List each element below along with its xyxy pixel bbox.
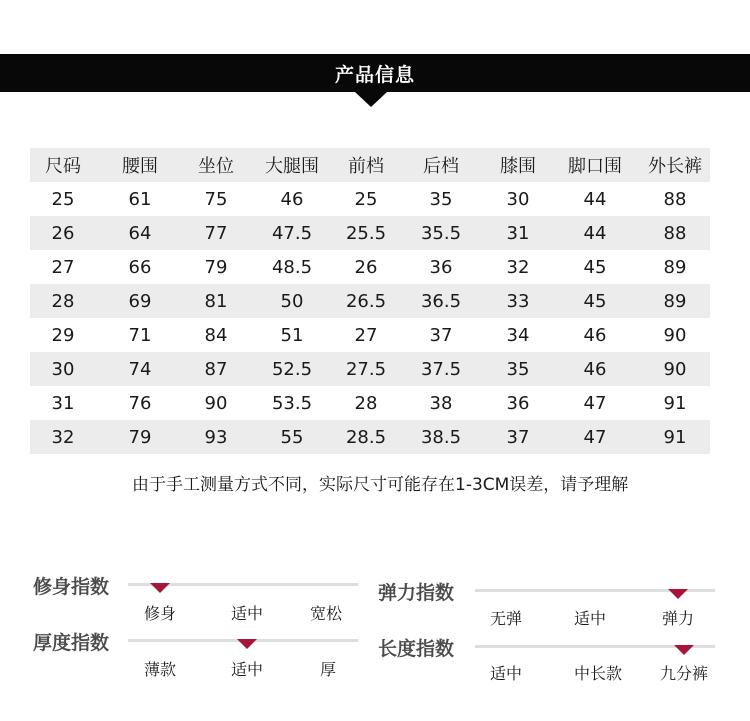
table-cell: 69 [128,290,152,312]
measurement-note: 由于手工测量方式不同，实际尺寸可能存在1-3CM误差，请予理解 [132,475,629,495]
table-row [30,250,710,284]
column-header: 尺码 [45,156,81,177]
column-header: 外长裤 [648,156,702,177]
table-cell: 26.5 [345,290,387,312]
indicator-marker [150,583,170,593]
table-cell: 79 [204,256,228,278]
table-cell: 47 [583,392,607,414]
column-header: 脚口围 [568,156,622,177]
table-cell: 47 [583,426,607,448]
indicator-marker [668,589,688,599]
table-cell: 79 [128,426,152,448]
indicator-title: 修身指数 [33,576,110,598]
column-header: 后档 [423,156,459,177]
table-cell: 74 [128,358,152,380]
table-cell: 37 [506,426,530,448]
table-cell: 27 [51,256,75,278]
table-cell: 25 [354,188,378,210]
indicator-option-label: 无弹 [489,609,523,628]
table-cell: 25 [51,188,75,210]
size-table [30,148,710,454]
indicator-option-label: 厚 [319,660,337,679]
table-cell: 35.5 [420,222,462,244]
table-cell: 64 [128,222,152,244]
table-cell: 28.5 [345,426,387,448]
table-cell: 46 [280,188,304,210]
table-cell: 30 [506,188,530,210]
column-header: 坐位 [198,156,234,177]
table-cell: 26 [51,222,75,244]
table-cell: 38 [429,392,453,414]
table-cell: 37.5 [420,358,462,380]
table-cell: 25.5 [345,222,387,244]
table-row [30,284,710,318]
table-cell: 90 [663,358,687,380]
indicator-option-label: 弹力 [661,609,695,628]
table-cell: 28 [354,392,378,414]
table-cell: 46 [583,358,607,380]
column-header: 腰围 [122,156,158,177]
table-cell: 36 [506,392,530,414]
table-cell: 66 [128,256,152,278]
table-cell: 44 [583,188,607,210]
table-cell: 90 [663,324,687,346]
table-cell: 46 [583,324,607,346]
indicator-option-label: 适中 [489,664,523,683]
table-cell: 35 [429,188,453,210]
column-header: 前档 [348,156,384,177]
table-cell: 36.5 [420,290,462,312]
table-cell: 38.5 [420,426,462,448]
table-cell: 29 [51,324,75,346]
section-header-bar [0,54,750,92]
table-cell: 89 [663,290,687,312]
table-row [30,318,710,352]
indicator-marker [237,639,257,649]
table-cell: 71 [128,324,152,346]
indicator-marker [674,645,694,655]
table-cell: 50 [280,290,304,312]
indicator-option-label: 中长款 [573,664,623,683]
indicator-option-label: 适中 [230,604,264,623]
table-cell: 52.5 [271,358,313,380]
table-cell: 88 [663,188,687,210]
column-header: 膝围 [500,156,536,177]
table-cell: 48.5 [271,256,313,278]
table-cell: 32 [51,426,75,448]
table-cell: 53.5 [271,392,313,414]
table-row [30,386,710,420]
table-cell: 30 [51,358,75,380]
indicator-option-label: 九分裤 [659,664,709,683]
table-cell: 35 [506,358,530,380]
table-cell: 81 [204,290,228,312]
table-cell: 91 [663,426,687,448]
indicator-title: 厚度指数 [33,632,110,654]
table-cell: 91 [663,392,687,414]
table-cell: 84 [204,324,228,346]
table-cell: 36 [429,256,453,278]
table-cell: 87 [204,358,228,380]
table-cell: 45 [583,256,607,278]
table-cell: 27 [354,324,378,346]
table-cell: 90 [204,392,228,414]
table-cell: 89 [663,256,687,278]
indicator-option-label: 薄款 [143,660,177,679]
section-title: 产品信息 [334,64,415,86]
table-cell: 51 [280,324,304,346]
table-cell: 31 [506,222,530,244]
table-cell: 34 [506,324,530,346]
table-cell: 47.5 [271,222,313,244]
size-table-header-row [30,148,710,182]
table-cell: 88 [663,222,687,244]
table-row [30,420,710,454]
table-row [30,216,710,250]
table-cell: 26 [354,256,378,278]
table-cell: 32 [506,256,530,278]
table-cell: 44 [583,222,607,244]
table-cell: 45 [583,290,607,312]
header-pointer-arrow [355,92,387,107]
table-row [30,352,710,386]
table-cell: 77 [204,222,228,244]
table-cell: 76 [128,392,152,414]
indicator-option-label: 宽松 [309,604,343,623]
table-cell: 31 [51,392,75,414]
table-cell: 37 [429,324,453,346]
table-cell: 61 [128,188,152,210]
column-header: 大腿围 [265,156,319,177]
table-cell: 33 [506,290,530,312]
indicator-option-label: 修身 [143,604,177,623]
indicator-option-label: 适中 [573,609,607,628]
table-cell: 75 [204,188,228,210]
indicator-title: 长度指数 [378,638,455,660]
table-cell: 27.5 [345,358,387,380]
table-row [30,182,710,216]
indicator-option-label: 适中 [230,660,264,679]
table-cell: 28 [51,290,75,312]
table-cell: 93 [204,426,228,448]
indicator-title: 弹力指数 [378,582,455,604]
table-cell: 55 [280,426,304,448]
